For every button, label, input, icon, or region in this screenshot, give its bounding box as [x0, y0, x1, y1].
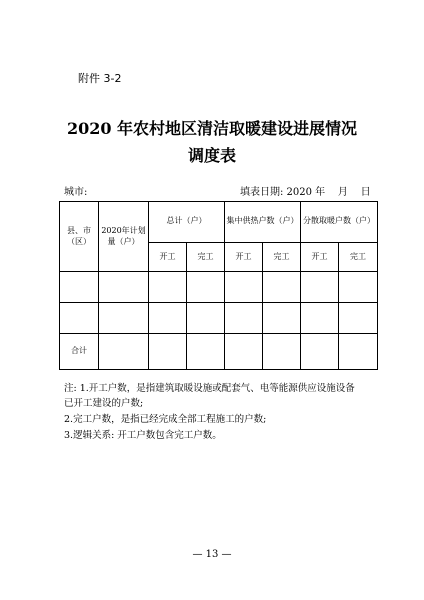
table-cell: [225, 303, 263, 334]
table-cell: [187, 272, 225, 303]
table-cell: [60, 303, 99, 334]
table-cell: [60, 272, 99, 303]
note-2: 2.完工户数，是指已经完成全部工程施工的户数;: [64, 414, 267, 425]
table-cell: [225, 272, 263, 303]
total-row: [60, 334, 378, 370]
table-cell: [149, 303, 187, 334]
table-cell: [301, 334, 339, 370]
table-cell: [263, 272, 301, 303]
header-county: 县、市（区）: [60, 202, 99, 272]
table-cell: [99, 272, 149, 303]
table-cell: [149, 334, 187, 370]
note-3: 3.逻辑关系: 开工户数包含完工户数。: [64, 430, 222, 441]
table-row: [60, 272, 378, 303]
table-cell: [339, 303, 378, 334]
document-subtitle: 调度表: [187, 146, 236, 165]
subheader-central-done: 完工: [263, 242, 301, 272]
schedule-table: [59, 201, 378, 370]
header-central-heating: 集中供热户数（户）: [225, 202, 301, 243]
header-dispersed-heating: 分散取暖户数（户）: [301, 202, 378, 243]
table-row: [60, 303, 378, 334]
subheader-dispersed-start: 开工: [301, 242, 339, 272]
table-cell: [339, 334, 378, 370]
table-cell: [149, 272, 187, 303]
note-1: 注: 1.开工户数，是指建筑取暖设施或配套气、电等能源供应设施设备已开工建设的户数;: [64, 383, 355, 409]
subheader-total-done: 完工: [187, 242, 225, 272]
table-cell: [339, 272, 378, 303]
total-row-label: 合计: [60, 334, 99, 370]
table-cell: [263, 303, 301, 334]
table-cell: [301, 272, 339, 303]
table-cell: [187, 334, 225, 370]
table-cell: [301, 303, 339, 334]
subheader-total-start: 开工: [149, 242, 187, 272]
header-total: 总计（户）: [149, 202, 225, 243]
table-cell: [99, 334, 149, 370]
document-title: 2020 年农村地区清洁取暖建设进展情况: [66, 119, 358, 138]
city-label: 城市:: [64, 187, 88, 198]
table-cell: [263, 334, 301, 370]
subheader-dispersed-done: 完工: [339, 242, 378, 272]
attachment-label: 附件 3-2: [78, 72, 122, 85]
table-cell: [225, 334, 263, 370]
table-cell: [99, 303, 149, 334]
subheader-central-start: 开工: [225, 242, 263, 272]
table-cell: [187, 303, 225, 334]
header-plan: 2020年计划量（户）: [99, 202, 149, 272]
page-number: — 13 —: [192, 549, 232, 560]
fill-date-label: 填表日期: 2020 年 月 日: [240, 187, 371, 198]
